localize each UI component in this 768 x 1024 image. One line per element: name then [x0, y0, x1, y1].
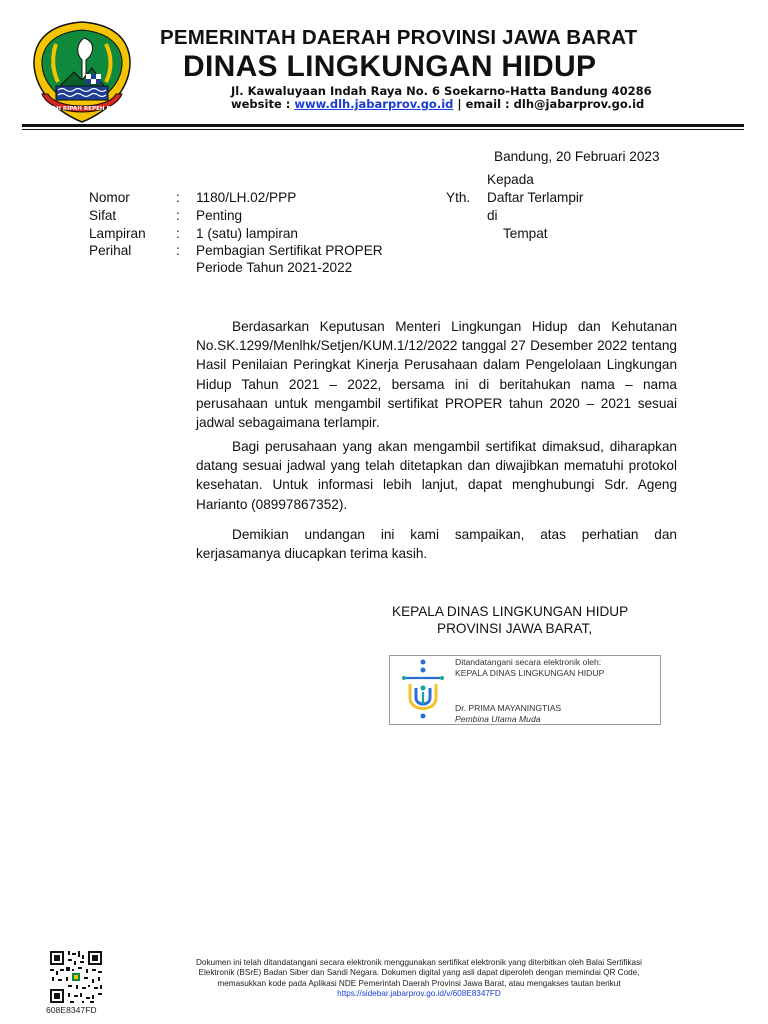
meta-value-perihal: Pembagian Sertifikat PROPER [196, 243, 383, 258]
meta-label-lampiran: Lampiran [89, 226, 146, 241]
signatory-rank: Pembina Utama Muda [455, 714, 541, 724]
meta-sep: : [176, 190, 180, 205]
recipient-name: Daftar Terlampir [487, 190, 584, 205]
signature-notice: Ditandatangani secara elektronik oleh: [455, 657, 602, 667]
email-address[interactable]: dlh@jabarprov.go.id [513, 97, 645, 111]
document-code: 608E8347FD [46, 1005, 97, 1015]
website-link[interactable]: www.dlh.jabarprov.go.id [294, 97, 454, 111]
signature-position: KEPALA DINAS LINGKUNGAN HIDUP [455, 668, 605, 678]
meta-label-nomor: Nomor [89, 190, 130, 205]
meta-label-sifat: Sifat [89, 208, 117, 223]
header-divider-thin [22, 129, 744, 130]
electronic-signature-icon [400, 658, 446, 720]
recipient-kepada: Kepada [487, 172, 534, 187]
signatory-title: KEPALA DINAS LINGKUNGAN HIDUP [392, 604, 629, 619]
logo-motto: GEMAH RIPAH REPEH RAPIH [37, 106, 127, 112]
recipient-yth: Yth. [446, 190, 471, 205]
body-paragraph-2: Bagi perusahaan yang akan mengambil sertifikat dimaksud, diharapkan datang sesuai jadwal yang telah ditetapkan dan diwajibkan mematuhi protokol kesehatan. Untuk informasi lebih lanjut, dapat menghubungi Sdr. Ageng Harianto (08997867352). [196, 439, 677, 512]
email-label: | email : [457, 97, 510, 111]
header-divider-thick [22, 124, 744, 127]
meta-label-perihal: Perihal [89, 243, 132, 258]
signatory-province: PROVINSI JAWA BARAT, [437, 621, 593, 636]
footer-line-2: Elektronik (BSrE) Badan Siber dan Sandi Negara. Dokumen digital yang asli dapat diperoleh dengan memindai QR Code, [198, 968, 640, 978]
verification-qr-code[interactable] [48, 949, 104, 1005]
meta-value-perihal-line2: Periode Tahun 2021-2022 [196, 260, 353, 275]
meta-value-sifat: Penting [196, 208, 243, 223]
government-name: PEMERINTAH DAERAH PROVINSI JAWA BARAT [160, 26, 638, 49]
west-java-province-logo [32, 20, 132, 124]
meta-value-lampiran: 1 (satu) lampiran [196, 226, 298, 241]
body-paragraph-3: Demikian undangan ini kami sampaikan, atas perhatian dan kerjasamanya diucapkan terima kasih. [196, 527, 677, 562]
recipient-place: Tempat [503, 226, 548, 241]
meta-value-nomor: 1180/LH.02/PPP [196, 190, 297, 205]
website-label: website : [231, 97, 291, 111]
contact-line [231, 97, 644, 111]
agency-name: DINAS LINGKUNGAN HIDUP [183, 50, 597, 83]
footer-line-3: memasukkan kode pada Aplikasi NDE Pemerintah Daerah Provinsi Jawa Barat, atau mengakses tautan berikut [217, 978, 621, 988]
signatory-name: Dr. PRIMA MAYANINGTIAS [455, 703, 562, 713]
meta-sep: : [176, 226, 180, 241]
agency-address: Jl. Kawaluyaan Indah Raya No. 6 Soekarno-Hatta Bandung 40286 [231, 84, 652, 98]
footer-verification-link[interactable]: https://sidebar.jabarprov.go.id/v/608E8347FD [337, 989, 501, 999]
recipient-di: di [487, 208, 498, 223]
meta-sep: : [176, 208, 180, 223]
body-paragraph-1: Berdasarkan Keputusan Menteri Lingkungan Hidup dan Kehutanan No.SK.1299/Menlhk/Setjen/KUM.1/12/2022 tanggal 27 Desember 2022 tentang Hasil Penilaian Peringkat Kinerja Perusahaan dalam Pengelolaan Lingkungan Hidup Tahun 2021 – 2022, bersama ini di beritahukan nama – nama perusahaan untuk mengambil sertifikat PROPER tahun 2020 – 2021 sesuai jadwal sebagaimana terlampir. [196, 319, 677, 431]
footer-line-1: Dokumen ini telah ditandatangani secara elektronik menggunakan sertifikat elektronik yang diterbitkan oleh Balai Sertifikasi [195, 958, 643, 967]
footer-notice [130, 958, 708, 1000]
letter-date: Bandung, 20 Februari 2023 [494, 149, 660, 164]
meta-sep: : [176, 243, 180, 258]
